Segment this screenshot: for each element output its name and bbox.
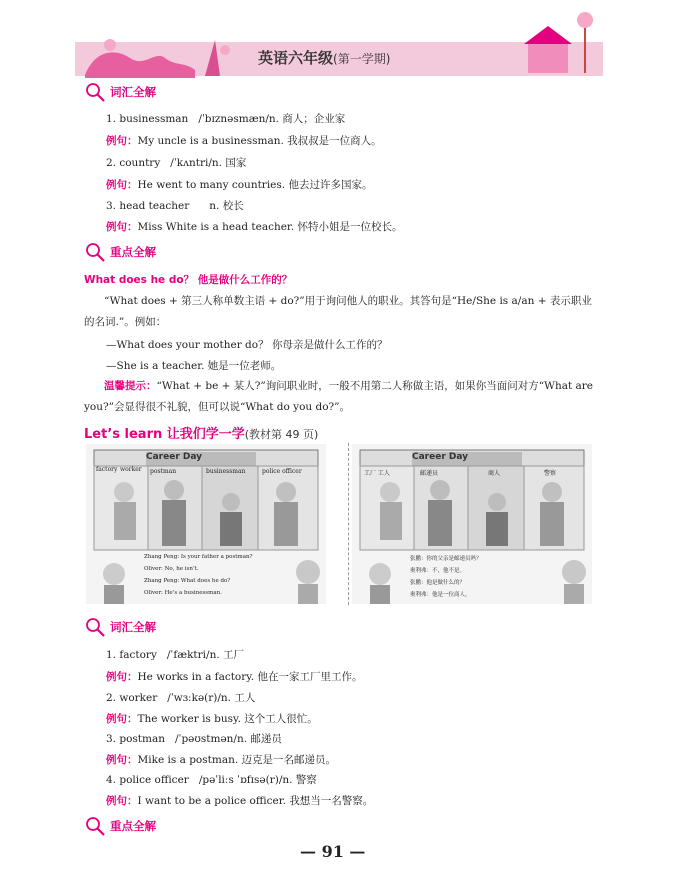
vocab-entry: 3. postman /ˈpəʊstmən/n. 邮递员 (106, 733, 282, 745)
picture-label: 工厂 工人 (364, 470, 390, 477)
picture-label: postman (150, 468, 177, 475)
key-explanation: “What does + 第三人称单数主语 + do?”用于询问他人的职业。其答句是“He/She is a/an + 表示职业的名词.”。例如： (84, 295, 592, 328)
vocab-entry: 2. country /ˈkʌntri/n. 国家 (106, 157, 247, 169)
picture-dialog-line: Oliver: No, he isn’t. (144, 566, 199, 572)
textbook-illustration-english (86, 444, 326, 604)
example-sentence: 例句：Mike is a postman. 迈克是一名邮递员。 (106, 754, 337, 766)
header-left-decoration (75, 20, 245, 78)
picture-label: 邮递员 (420, 470, 439, 477)
picture-dialog-line: 张鹏：你的父亲是邮递员吗？ (410, 556, 482, 562)
section-vocab-1 (84, 81, 156, 103)
picture-label: businessman (206, 468, 246, 475)
picture-label: worker (120, 466, 142, 473)
picture-dialog-line: Zhang Peng: Is your father a postman? (144, 554, 253, 560)
example-sentence: 例句：He went to many countries. 他去过许多国家。 (106, 179, 373, 191)
picture-dialog-line: 奥利弗：不，他不是。 (410, 568, 466, 574)
key-question: What does he do？ 他是做什么工作的？ (84, 274, 293, 286)
banner-text: Career Day (146, 452, 203, 462)
tip-paragraph (84, 376, 598, 418)
banner-text: Career Day (412, 452, 469, 462)
dialog-line: —What does your mother do？ 你母亲是做什么工作的？ (106, 339, 388, 351)
term-label: (第一学期) (333, 52, 391, 66)
vocab-entry: 3. head teacher n. 校长 (106, 200, 244, 212)
example-sentence: 例句：I want to be a police officer. 我想当一名警察。 (106, 795, 374, 807)
textbook-illustration-chinese (352, 444, 592, 604)
magnifier-icon (84, 241, 106, 263)
page-header (0, 0, 675, 80)
tip-label: 温馨提示： (104, 380, 157, 392)
picture-dialog-line: Oliver: He’s a businessman. (144, 590, 222, 596)
magnifier-icon (84, 81, 106, 103)
picture-label: police officer (262, 468, 302, 475)
example-sentence: 例句：My uncle is a businessman. 我叔叔是一位商人。 (106, 135, 382, 147)
picture-dialog-line: 奥利弗：他是一位商人。 (410, 592, 471, 598)
section-key-1 (84, 241, 156, 263)
section-key-2 (84, 815, 156, 837)
vocab-entry: 1. factory /ˈfæktri/n. 工厂 (106, 649, 245, 661)
section-title: 词汇全解 (110, 85, 156, 99)
example-sentence: 例句：The worker is busy. 这个工人很忙。 (106, 713, 318, 725)
lets-learn-heading: Let’s learn 让我们学一学(教材第 49 页) (84, 427, 319, 442)
tip-text: “What + be + 某人?”询问职业时，一般不用第二人称做主语，如果你当面问对方“What are you?”会显得很不礼貌，但可以说“What do you do?”。 (84, 380, 594, 413)
picture-label: 商人 (488, 470, 501, 477)
vocab-entry: 2. worker /ˈwɜːkə(r)/n. 工人 (106, 692, 256, 704)
picture-divider (348, 443, 349, 605)
picture-label: factory (96, 466, 118, 473)
magnifier-icon (84, 815, 106, 837)
dialog-line: —She is a teacher. 她是一位老师。 (106, 360, 282, 372)
vocab-entry: 4. police officer /pəˈliːs ˈɒfɪsə(r)/n. 警察 (106, 774, 317, 786)
header-title (258, 47, 390, 68)
header-right-decoration (510, 8, 603, 78)
picture-dialog-line: Zhang Peng: What does he do? (144, 578, 231, 584)
example-sentence: 例句：Miss White is a head teacher. 怀特小姐是一位校长。 (106, 221, 403, 233)
vocab-entry: 1. businessman /ˈbɪznəsmæn/n. 商人；企业家 (106, 113, 346, 125)
magnifier-icon (84, 616, 106, 638)
section-title: 词汇全解 (110, 620, 156, 634)
section-title: 重点全解 (110, 245, 156, 259)
book-title: 英语六年级 (258, 49, 334, 67)
example-sentence: 例句：He works in a factory. 他在一家工厂里工作。 (106, 671, 363, 683)
section-title: 重点全解 (110, 819, 156, 833)
page-number: — 91 — (300, 842, 366, 861)
picture-dialog-line: 张鹏：他是做什么的？ (410, 580, 466, 586)
section-vocab-2 (84, 616, 156, 638)
picture-label: 警察 (544, 470, 557, 477)
